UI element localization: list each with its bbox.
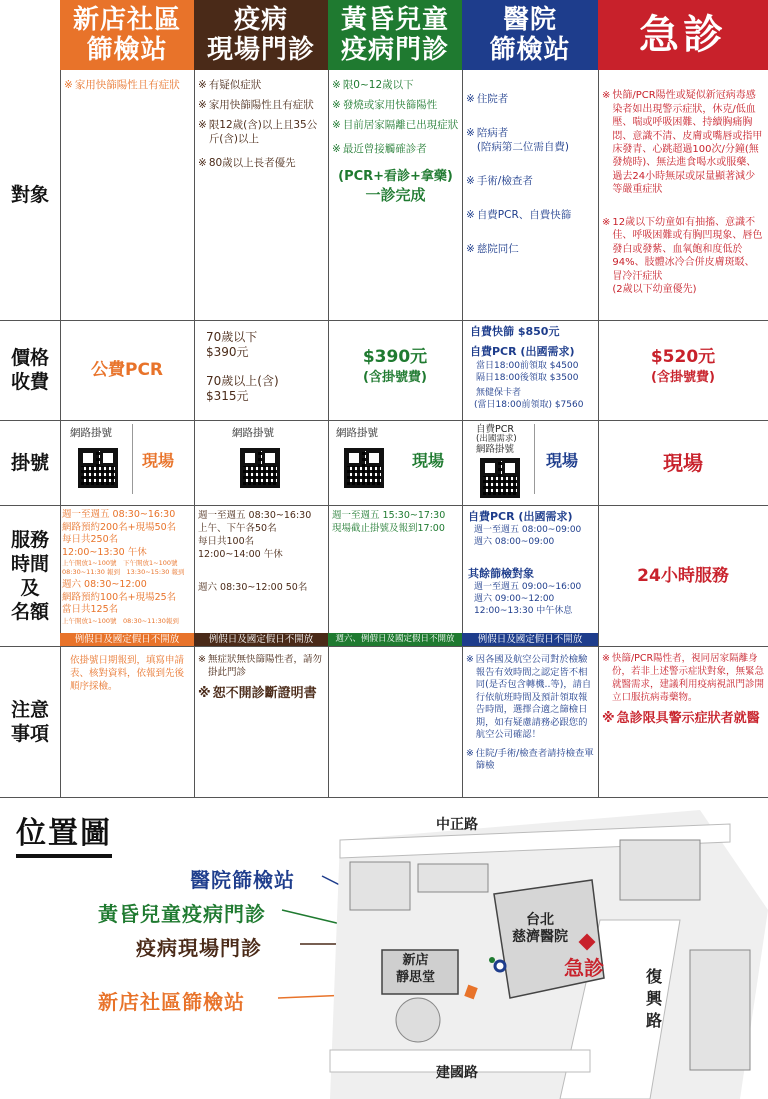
price-hospital: 自費快篩 $850元 自費PCR (出國需求) 當日18:00前領取 $4500 隔日18:00後領取 $3500 無健保卡者 (當日18:00前領取) $7560 xyxy=(470,325,584,410)
target-community: ※ 家用快篩陽性且有症狀 xyxy=(64,79,180,91)
road-bottom-label: 建國路 xyxy=(436,1065,478,1081)
road-right-label: 復 興 路 xyxy=(646,967,663,1030)
price-clinic: 70歲以下 $390元 70歲以上(含) $315元 xyxy=(206,330,279,403)
qr-code-icon[interactable] xyxy=(78,448,118,488)
price-er: $520元 (含掛號費) xyxy=(650,347,716,385)
road-top-label: 中正路 xyxy=(436,817,478,833)
notes-clinic: ※ 無症狀無快篩陽性者，請勿掛此門診 ※ 恕不開診斷證明書 xyxy=(198,654,322,701)
hospital-building-label: 台北 慈濟醫院 xyxy=(512,912,568,945)
qr-code-icon[interactable] xyxy=(344,448,384,488)
row-label-service: 服務 時間 及 名額 xyxy=(10,528,49,623)
register-er: 現場 xyxy=(663,450,703,475)
register-children: 網路掛號 現場 xyxy=(328,420,462,505)
closed-banner: 週六、例假日及國定假日不開放 xyxy=(328,633,462,646)
header-children-clinic: 黃昏兒童 疫病門診 xyxy=(328,0,462,70)
header-er: 急診 xyxy=(598,0,768,70)
onsite-label: 現場 xyxy=(412,451,445,470)
qr-code-icon[interactable] xyxy=(240,448,280,488)
notes-hospital: ※ 因各國及航空公司對於檢驗報告有效時間之認定皆不相同(是否包含轉機..等)，請自行依航班時間及預計領取報告時間，選擇合適之篩檢日期，如有疑慮請務必跟您的航空公司確認！ ※ 住院/手術/檢查者請持檢查單篩檢 xyxy=(466,654,594,771)
service-children: 週一至週五 15:30~17:30 現場截止掛號及報到17:00 xyxy=(332,510,446,534)
target-children: ※ 限0~12歲以下 ※ 發燒或家用快篩陽性 ※ 目前居家隔離已出現症狀 ※ 最近曾接觸確診者 (PCR+看診+拿藥) 一診完成 xyxy=(332,79,459,204)
location-map-section xyxy=(0,800,768,1099)
map-title: 位置圖 xyxy=(16,808,112,858)
register-clinic: 網路掛號 xyxy=(194,420,328,505)
closed-banner: 例假日及國定假日不開放 xyxy=(60,633,194,646)
notes-community: 依掛號日期報到，填寫申請表、核對資料，依報到先後順序採檢。 xyxy=(70,655,185,692)
price-children: $390元 (含掛號費) xyxy=(362,347,428,385)
service-clinic: 週一至週五 08:30~16:30 上午、下午各50名 每日共100名 12:00~14:00 午休 週六 08:30~12:00 50名 xyxy=(198,510,312,593)
closed-banner: 例假日及國定假日不開放 xyxy=(194,633,328,646)
closed-banner: 例假日及國定假日不開放 xyxy=(462,633,598,646)
price-community: 公費PCR xyxy=(90,360,164,380)
register-community: 網路掛號 現場 xyxy=(60,420,194,505)
location-map xyxy=(0,800,768,1099)
row-label-price: 價格 收費 xyxy=(10,347,49,393)
target-clinic: ※ 有疑似症狀 ※ 家用快篩陽性且有症狀 ※ 限12歲(含)以上且35公斤(含)以上 ※ 80歲以上長者優先 xyxy=(198,79,318,169)
map-label-children-clinic: 黃昏兒童疫病門診 xyxy=(98,902,266,926)
map-label-clinic: 疫病現場門診 xyxy=(136,936,262,960)
map-label-community-station: 新店社區篩檢站 xyxy=(98,990,245,1014)
qr-code-icon[interactable] xyxy=(480,458,520,498)
target-er: ※ 快篩/PCR陽性或疑似新冠病毒感染者如出現警示症狀，休克/低血壓、喘或呼吸困難、持續胸痛胸悶、意識不清、皮膚或嘴唇或指甲床發青、心跳超過100次/分鐘(無發燒時)、無法進食喝水或服藥、過去24小時無尿或尿量顯著減少等嚴重症狀 ※ 12歲以下幼童如有抽搐、意識不佳、呼吸困難或有胸凹現象、唇色發白或發紫、血氧飽和度低於94%、肢體冰冷合併皮膚斑駁、冒冷汗症狀 (2歲以下幼童優先) xyxy=(602,90,763,296)
er-map-label: 急診 xyxy=(564,956,604,980)
onsite-label: 現場 xyxy=(142,451,175,470)
notes-er: ※ 快篩/PCR陽性者，視同居家隔離身份，若非上述警示症狀對象，無緊急就醫需求，建議利用疫病視訊門診開立口服抗病毒藥物。 ※ 急診限具警示症狀者就醫 xyxy=(602,653,764,726)
map-label-hospital-station: 醫院篩檢站 xyxy=(190,868,295,892)
header-clinic: 疫病 現場門診 xyxy=(194,0,328,70)
onsite-label: 現場 xyxy=(546,451,579,470)
register-hospital: 自費PCR (出國需求) 網路掛號 現場 xyxy=(462,420,598,505)
service-community: 週一至週五 08:30~16:30 網路預約200名+現場50名 每日共250名 12:00~13:30 午休 上午開放1~100號 下午開放1~100號 08:30~11:30 報到 13:30~15:30 報到 週六 08:30~12:00 網路預約100名+現場25名 當日共125名 上午開放1~100號 08:30~11:30報到 xyxy=(62,509,185,625)
row-label-notes: 注意 事項 xyxy=(10,698,49,745)
row-label-register: 掛號 xyxy=(10,451,49,474)
service-er: 24小時服務 xyxy=(637,565,729,586)
row-label-target: 對象 xyxy=(10,184,49,206)
header-hospital-station: 醫院 篩檢站 xyxy=(462,0,598,70)
service-hospital: 自費PCR (出國需求) 週一至週五 08:00~09:00 週六 08:00~09:00 其餘篩檢對象 週一至週五 09:00~16:00 週六 09:00~12:00 12:00~13:30 中午休息 xyxy=(468,510,582,616)
header-community-station: 新店社區 篩檢站 xyxy=(60,0,194,70)
target-hospital: ※ 住院者 ※ 陪病者 (陪病第二位需自費) ※ 手術/檢查者 ※ 自費PCR、自費快篩 ※ 慈院同仁 xyxy=(466,93,572,255)
hall-building-label: 新店 靜思堂 xyxy=(396,953,436,985)
